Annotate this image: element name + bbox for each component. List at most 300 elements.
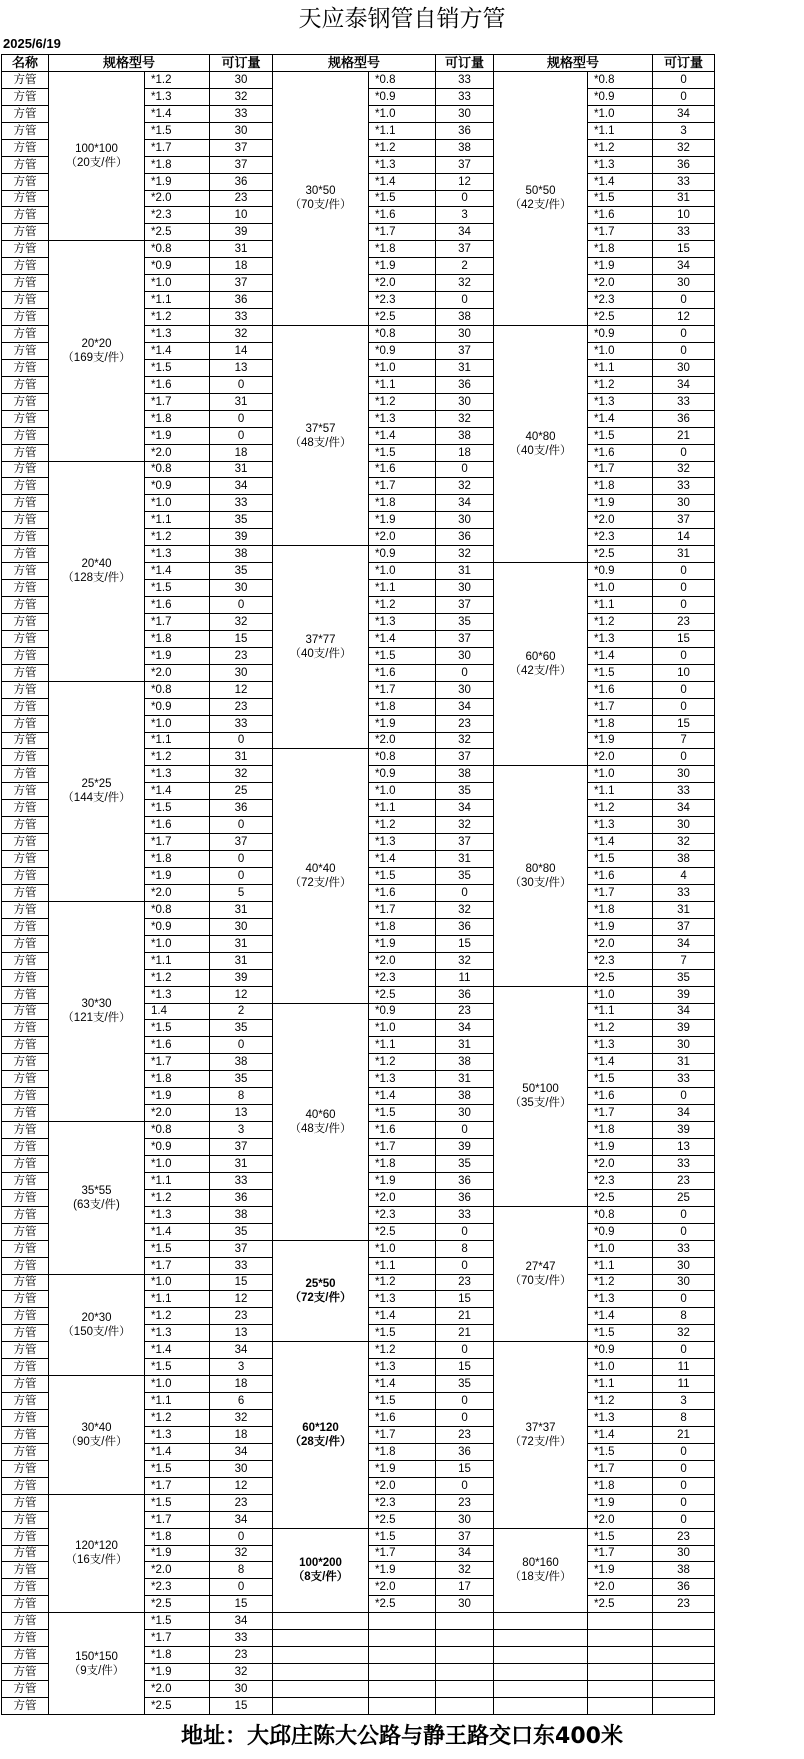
spec-group-cell xyxy=(494,1342,588,1528)
product-name-cell: 方管 xyxy=(2,563,49,580)
thickness-cell: *1.2 xyxy=(145,749,210,766)
product-name-cell: 方管 xyxy=(2,800,49,817)
quantity-cell: 39 xyxy=(210,529,273,546)
thickness-cell: *1.8 xyxy=(145,1647,210,1664)
quantity-cell: 3 xyxy=(653,122,715,139)
product-name-cell: 方管 xyxy=(2,1189,49,1206)
thickness-cell: *1.5 xyxy=(145,1460,210,1477)
empty-cell xyxy=(588,1613,653,1630)
thickness-cell: *2.3 xyxy=(588,529,653,546)
table-row xyxy=(2,681,804,698)
empty-cell xyxy=(653,1681,715,1698)
thickness-cell: *2.0 xyxy=(145,884,210,901)
quantity-cell: 8 xyxy=(653,1410,715,1427)
thickness-cell: *2.0 xyxy=(145,1681,210,1698)
quantity-cell: 33 xyxy=(210,495,273,512)
quantity-cell: 15 xyxy=(436,1359,494,1376)
thickness-cell: *2.0 xyxy=(588,935,653,952)
thickness-cell: *1.3 xyxy=(588,1410,653,1427)
thickness-cell: *1.8 xyxy=(145,1528,210,1545)
quantity-cell: 12 xyxy=(436,173,494,190)
thickness-cell: *1.2 xyxy=(369,139,436,156)
quantity-cell: 38 xyxy=(210,1054,273,1071)
thickness-cell: *1.7 xyxy=(588,224,653,241)
quantity-cell: 30 xyxy=(210,71,273,88)
empty-cell xyxy=(494,1664,588,1681)
thickness-cell: *1.2 xyxy=(369,817,436,834)
quantity-cell: 0 xyxy=(653,444,715,461)
quantity-cell: 36 xyxy=(436,1189,494,1206)
thickness-cell: *1.0 xyxy=(588,580,653,597)
thickness-cell: *1.3 xyxy=(588,393,653,410)
thickness-cell: *1.3 xyxy=(588,817,653,834)
thickness-cell: *1.7 xyxy=(369,1426,436,1443)
thickness-cell: *2.0 xyxy=(369,1579,436,1596)
thickness-cell: *1.6 xyxy=(145,1037,210,1054)
thickness-cell: *0.9 xyxy=(369,88,436,105)
spec-group-cell xyxy=(494,766,588,986)
quantity-cell: 30 xyxy=(653,1037,715,1054)
spec-pack: （18支/件） xyxy=(509,1571,572,1584)
spec-pack: （16支/件） xyxy=(65,1554,128,1567)
header-spec: 规格型号 xyxy=(49,55,210,72)
quantity-cell: 37 xyxy=(210,1240,273,1257)
product-name-cell: 方管 xyxy=(2,1562,49,1579)
product-name-cell: 方管 xyxy=(2,1647,49,1664)
thickness-cell: *2.0 xyxy=(588,1511,653,1528)
thickness-cell: *1.1 xyxy=(145,732,210,749)
quantity-cell: 30 xyxy=(210,1681,273,1698)
quantity-cell: 32 xyxy=(653,834,715,851)
thickness-cell: *1.8 xyxy=(588,1477,653,1494)
quantity-cell: 18 xyxy=(436,444,494,461)
quantity-cell: 36 xyxy=(653,410,715,427)
thickness-cell: *1.7 xyxy=(145,1477,210,1494)
quantity-cell: 34 xyxy=(436,1545,494,1562)
quantity-cell: 0 xyxy=(653,292,715,309)
quantity-cell: 15 xyxy=(210,1274,273,1291)
quantity-cell: 39 xyxy=(436,1139,494,1156)
product-name-cell: 方管 xyxy=(2,783,49,800)
thickness-cell: *2.5 xyxy=(145,1596,210,1613)
spec-size: 37*57 xyxy=(305,422,336,435)
quantity-cell: 33 xyxy=(436,71,494,88)
spec-size: 30*50 xyxy=(305,185,336,198)
product-name-cell: 方管 xyxy=(2,342,49,359)
quantity-cell: 32 xyxy=(653,1325,715,1342)
product-name-cell: 方管 xyxy=(2,241,49,258)
product-name-cell: 方管 xyxy=(2,546,49,563)
quantity-cell: 30 xyxy=(436,580,494,597)
product-name-cell: 方管 xyxy=(2,597,49,614)
thickness-cell: *2.0 xyxy=(588,512,653,529)
quantity-cell: 36 xyxy=(210,1189,273,1206)
table-row xyxy=(2,901,804,918)
thickness-cell: *0.8 xyxy=(145,901,210,918)
thickness-cell: *1.2 xyxy=(145,1410,210,1427)
thickness-cell: *2.5 xyxy=(145,224,210,241)
thickness-cell: *1.5 xyxy=(369,444,436,461)
quantity-cell: 0 xyxy=(653,342,715,359)
quantity-cell: 39 xyxy=(210,224,273,241)
thickness-cell: *1.4 xyxy=(588,1426,653,1443)
thickness-cell: *1.0 xyxy=(369,105,436,122)
empty-cell xyxy=(273,1681,369,1698)
quantity-cell: 37 xyxy=(436,597,494,614)
spec-pack: （35支/件） xyxy=(509,1097,572,1110)
quantity-cell: 38 xyxy=(436,1054,494,1071)
quantity-cell: 8 xyxy=(653,1308,715,1325)
thickness-cell: *1.5 xyxy=(588,851,653,868)
thickness-cell: *1.8 xyxy=(588,241,653,258)
thickness-cell: *2.5 xyxy=(369,1596,436,1613)
product-name-cell: 方管 xyxy=(2,1630,49,1647)
thickness-cell: *1.0 xyxy=(145,715,210,732)
thickness-cell: *2.0 xyxy=(369,275,436,292)
thickness-cell: *1.3 xyxy=(588,156,653,173)
quantity-cell: 33 xyxy=(653,1240,715,1257)
quantity-cell: 32 xyxy=(436,732,494,749)
quantity-cell: 36 xyxy=(210,292,273,309)
spec-pack: （72支/件） xyxy=(289,876,352,889)
thickness-cell: *1.3 xyxy=(369,834,436,851)
thickness-cell: *1.3 xyxy=(588,1291,653,1308)
quantity-cell: 23 xyxy=(653,1596,715,1613)
quantity-cell: 30 xyxy=(436,393,494,410)
table-row xyxy=(2,1274,804,1291)
quantity-cell: 39 xyxy=(653,986,715,1003)
quantity-cell: 23 xyxy=(210,1647,273,1664)
thickness-cell: *1.9 xyxy=(588,918,653,935)
quantity-cell: 38 xyxy=(436,766,494,783)
empty-cell xyxy=(588,1630,653,1647)
empty-cell xyxy=(653,1647,715,1664)
quantity-cell: 38 xyxy=(436,1088,494,1105)
quantity-cell: 0 xyxy=(210,732,273,749)
thickness-cell: *1.1 xyxy=(369,580,436,597)
quantity-cell: 0 xyxy=(653,1291,715,1308)
thickness-cell: *1.8 xyxy=(145,630,210,647)
quantity-cell: 33 xyxy=(210,105,273,122)
quantity-cell: 37 xyxy=(210,156,273,173)
thickness-cell: *1.9 xyxy=(369,1172,436,1189)
thickness-cell: *0.9 xyxy=(145,478,210,495)
quantity-cell: 31 xyxy=(436,1037,494,1054)
thickness-cell: *1.6 xyxy=(145,376,210,393)
quantity-cell: 34 xyxy=(436,1020,494,1037)
quantity-cell: 30 xyxy=(436,1105,494,1122)
spec-group-cell xyxy=(494,986,588,1206)
spec-group-cell xyxy=(49,681,145,901)
quantity-cell: 38 xyxy=(436,427,494,444)
quantity-cell: 23 xyxy=(653,1172,715,1189)
quantity-cell: 32 xyxy=(436,952,494,969)
product-name-cell: 方管 xyxy=(2,935,49,952)
quantity-cell: 32 xyxy=(653,139,715,156)
spec-pack: （9支/件） xyxy=(68,1664,125,1677)
quantity-cell: 18 xyxy=(210,258,273,275)
quantity-cell: 33 xyxy=(653,1155,715,1172)
quantity-cell: 32 xyxy=(436,478,494,495)
quantity-cell: 31 xyxy=(210,241,273,258)
product-name-cell: 方管 xyxy=(2,1088,49,1105)
thickness-cell: *2.5 xyxy=(588,546,653,563)
quantity-cell: 30 xyxy=(210,918,273,935)
quantity-cell: 32 xyxy=(210,88,273,105)
thickness-cell: *1.4 xyxy=(588,1054,653,1071)
quantity-cell: 30 xyxy=(653,275,715,292)
quantity-cell: 31 xyxy=(210,952,273,969)
product-name-cell: 方管 xyxy=(2,732,49,749)
product-name-cell: 方管 xyxy=(2,918,49,935)
quantity-cell: 30 xyxy=(653,1274,715,1291)
thickness-cell: *1.9 xyxy=(588,495,653,512)
quantity-cell: 0 xyxy=(653,1342,715,1359)
empty-cell xyxy=(588,1681,653,1698)
thickness-cell: *2.5 xyxy=(588,1596,653,1613)
spec-pack: （20支/件） xyxy=(65,157,128,170)
quantity-cell: 32 xyxy=(436,546,494,563)
product-name-cell: 方管 xyxy=(2,1291,49,1308)
thickness-cell: *1.6 xyxy=(369,1410,436,1427)
product-name-cell: 方管 xyxy=(2,868,49,885)
quantity-cell: 23 xyxy=(210,1494,273,1511)
thickness-cell: *1.4 xyxy=(369,173,436,190)
thickness-cell: *0.9 xyxy=(588,1223,653,1240)
empty-cell xyxy=(273,1664,369,1681)
thickness-cell: *1.0 xyxy=(145,495,210,512)
quantity-cell: 33 xyxy=(210,715,273,732)
thickness-cell: *2.5 xyxy=(588,1189,653,1206)
product-name-cell: 方管 xyxy=(2,393,49,410)
quantity-cell: 38 xyxy=(436,309,494,326)
spec-pack: （72支/件） xyxy=(509,1435,572,1448)
product-name-cell: 方管 xyxy=(2,1664,49,1681)
product-name-cell: 方管 xyxy=(2,1308,49,1325)
thickness-cell: *1.2 xyxy=(145,1308,210,1325)
thickness-cell: *1.4 xyxy=(369,1308,436,1325)
quantity-cell: 30 xyxy=(653,1545,715,1562)
thickness-cell: *1.5 xyxy=(145,122,210,139)
thickness-cell: *1.1 xyxy=(369,122,436,139)
thickness-cell: *1.2 xyxy=(145,309,210,326)
table-row xyxy=(2,1613,804,1630)
product-name-cell: 方管 xyxy=(2,1545,49,1562)
thickness-cell: *1.1 xyxy=(145,1291,210,1308)
empty-cell xyxy=(369,1630,436,1647)
spec-pack: （72支/件） xyxy=(289,1291,352,1304)
thickness-cell: *1.1 xyxy=(145,952,210,969)
thickness-cell: *2.0 xyxy=(145,1105,210,1122)
quantity-cell: 34 xyxy=(210,1443,273,1460)
quantity-cell: 0 xyxy=(653,580,715,597)
product-name-cell: 方管 xyxy=(2,1579,49,1596)
thickness-cell: *1.2 xyxy=(588,1020,653,1037)
thickness-cell: *1.3 xyxy=(369,1359,436,1376)
quantity-cell: 11 xyxy=(653,1359,715,1376)
quantity-cell: 34 xyxy=(653,105,715,122)
product-name-cell: 方管 xyxy=(2,190,49,207)
quantity-cell: 23 xyxy=(653,1528,715,1545)
quantity-cell: 30 xyxy=(436,647,494,664)
product-name-cell: 方管 xyxy=(2,1020,49,1037)
thickness-cell: *1.7 xyxy=(145,1257,210,1274)
spec-size: 27*47 xyxy=(525,1261,556,1273)
thickness-cell: *1.7 xyxy=(145,1630,210,1647)
thickness-cell: *1.0 xyxy=(369,783,436,800)
quantity-cell: 31 xyxy=(436,359,494,376)
quantity-cell: 14 xyxy=(653,529,715,546)
product-name-cell: 方管 xyxy=(2,1257,49,1274)
quantity-cell: 21 xyxy=(436,1308,494,1325)
table-row xyxy=(2,1122,804,1139)
thickness-cell: *1.4 xyxy=(369,630,436,647)
product-name-cell: 方管 xyxy=(2,173,49,190)
spec-group-cell xyxy=(49,241,145,461)
thickness-cell: *1.7 xyxy=(588,698,653,715)
spec-size: 40*80 xyxy=(525,431,556,444)
spec-group-cell xyxy=(49,1376,145,1495)
thickness-cell: *1.6 xyxy=(369,461,436,478)
product-name-cell: 方管 xyxy=(2,376,49,393)
product-name-cell: 方管 xyxy=(2,834,49,851)
thickness-cell: *0.8 xyxy=(369,749,436,766)
spec-group-cell xyxy=(494,326,588,563)
thickness-cell: *1.5 xyxy=(369,1393,436,1410)
spec-group-cell xyxy=(49,71,145,240)
thickness-cell: *2.5 xyxy=(145,1697,210,1714)
thickness-cell: *0.8 xyxy=(145,241,210,258)
thickness-cell: *1.7 xyxy=(145,834,210,851)
thickness-cell: *1.4 xyxy=(369,1088,436,1105)
thickness-cell: *2.3 xyxy=(369,1206,436,1223)
spec-size: 100*100 xyxy=(75,143,118,156)
product-name-cell: 方管 xyxy=(2,122,49,139)
product-name-cell: 方管 xyxy=(2,224,49,241)
quantity-cell: 35 xyxy=(436,1155,494,1172)
thickness-cell: *1.1 xyxy=(588,1257,653,1274)
thickness-cell: *1.2 xyxy=(588,613,653,630)
quantity-cell: 0 xyxy=(653,1477,715,1494)
thickness-cell: *2.0 xyxy=(369,732,436,749)
quantity-cell: 36 xyxy=(436,529,494,546)
thickness-cell: *1.4 xyxy=(145,563,210,580)
quantity-cell: 23 xyxy=(436,715,494,732)
quantity-cell: 0 xyxy=(436,884,494,901)
product-name-cell: 方管 xyxy=(2,1494,49,1511)
quantity-cell: 35 xyxy=(210,512,273,529)
product-name-cell: 方管 xyxy=(2,681,49,698)
product-name-cell: 方管 xyxy=(2,1511,49,1528)
thickness-cell: *1.7 xyxy=(145,393,210,410)
quantity-cell: 14 xyxy=(210,342,273,359)
quantity-cell: 18 xyxy=(210,1426,273,1443)
thickness-cell: *0.9 xyxy=(145,698,210,715)
quantity-cell: 23 xyxy=(653,613,715,630)
thickness-cell: *1.5 xyxy=(369,1528,436,1545)
quantity-cell: 12 xyxy=(210,1477,273,1494)
thickness-cell: *1.1 xyxy=(369,376,436,393)
quantity-cell: 35 xyxy=(653,969,715,986)
quantity-cell: 31 xyxy=(210,901,273,918)
product-name-cell: 方管 xyxy=(2,1206,49,1223)
thickness-cell: *1.4 xyxy=(145,783,210,800)
spec-group-cell xyxy=(49,1274,145,1376)
thickness-cell: *1.8 xyxy=(588,1122,653,1139)
quantity-cell: 35 xyxy=(210,563,273,580)
thickness-cell: *1.2 xyxy=(369,1274,436,1291)
thickness-cell: *1.3 xyxy=(145,88,210,105)
quantity-cell: 11 xyxy=(653,1376,715,1393)
quantity-cell: 32 xyxy=(210,1664,273,1681)
thickness-cell: *1.8 xyxy=(369,1443,436,1460)
quantity-cell: 33 xyxy=(653,393,715,410)
spec-group-cell xyxy=(49,1494,145,1613)
quantity-cell: 13 xyxy=(210,359,273,376)
spec-pack: （90支/件） xyxy=(65,1435,128,1448)
thickness-cell: *0.9 xyxy=(369,1003,436,1020)
thickness-cell: *1.3 xyxy=(145,546,210,563)
product-name-cell: 方管 xyxy=(2,1528,49,1545)
product-name-cell: 方管 xyxy=(2,1376,49,1393)
product-name-cell: 方管 xyxy=(2,309,49,326)
thickness-cell: *1.4 xyxy=(369,1376,436,1393)
empty-cell xyxy=(436,1697,494,1714)
thickness-cell: *2.3 xyxy=(369,969,436,986)
thickness-cell: *1.3 xyxy=(145,1325,210,1342)
thickness-cell: *1.0 xyxy=(369,563,436,580)
quantity-cell: 34 xyxy=(210,478,273,495)
quantity-cell: 18 xyxy=(210,1376,273,1393)
thickness-cell: *1.9 xyxy=(588,258,653,275)
thickness-cell: *1.1 xyxy=(145,292,210,309)
quantity-cell: 0 xyxy=(210,851,273,868)
product-name-cell: 方管 xyxy=(2,613,49,630)
quantity-cell: 31 xyxy=(653,1054,715,1071)
thickness-cell: *2.5 xyxy=(369,1223,436,1240)
product-name-cell: 方管 xyxy=(2,698,49,715)
quantity-cell: 23 xyxy=(436,1003,494,1020)
spec-size: 50*50 xyxy=(525,185,556,198)
empty-cell xyxy=(653,1613,715,1630)
quantity-cell: 12 xyxy=(210,986,273,1003)
thickness-cell: *2.0 xyxy=(588,275,653,292)
quantity-cell: 33 xyxy=(653,173,715,190)
spec-size: 30*30 xyxy=(81,998,112,1011)
quantity-cell: 0 xyxy=(210,1528,273,1545)
header-row xyxy=(2,55,804,72)
thickness-cell: *1.1 xyxy=(369,800,436,817)
product-name-cell: 方管 xyxy=(2,427,49,444)
thickness-cell: *1.7 xyxy=(369,681,436,698)
quantity-cell: 30 xyxy=(210,122,273,139)
thickness-cell: *1.2 xyxy=(588,1274,653,1291)
quantity-cell: 0 xyxy=(210,1037,273,1054)
thickness-cell: *2.0 xyxy=(369,1189,436,1206)
quantity-cell: 0 xyxy=(210,868,273,885)
thickness-cell: *1.7 xyxy=(588,461,653,478)
thickness-cell: *1.0 xyxy=(145,1274,210,1291)
spec-group-cell xyxy=(273,71,369,325)
quantity-cell: 5 xyxy=(210,884,273,901)
quantity-cell: 0 xyxy=(210,1579,273,1596)
quantity-cell: 39 xyxy=(653,1122,715,1139)
quantity-cell: 33 xyxy=(436,1206,494,1223)
quantity-cell: 0 xyxy=(653,597,715,614)
quantity-cell: 33 xyxy=(436,88,494,105)
quantity-cell: 23 xyxy=(436,1426,494,1443)
product-name-cell: 方管 xyxy=(2,1139,49,1156)
